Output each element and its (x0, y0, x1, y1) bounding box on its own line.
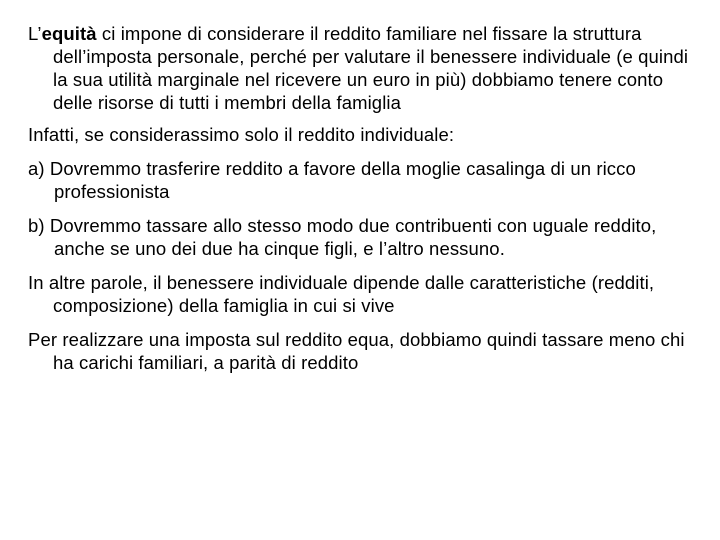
slide-body (28, 22, 698, 385)
paragraph-equity-bold-term: equità (41, 23, 97, 44)
list-item-a: a) Dovremmo trasferire reddito a favore della moglie casalinga di un ricco professionista (28, 158, 636, 202)
paragraph-conclusion: Per realizzare una imposta sul reddito equa, dobbiamo quindi tassare meno chi ha carichi familiari, a parità di reddito (28, 329, 685, 373)
paragraph-equity-prefix: L’ (28, 23, 42, 44)
paragraph-equity-text: ci impone di considerare il reddito familiare nel fissare la struttura dell’imposta personale, perché per valutare il benessere individuale (e quindi la sua utilità marginale nel ricevere un euro in più) dobbiamo tenere conto delle risorse di tutti i membri della famiglia (53, 23, 689, 113)
list-item-b: b) Dovremmo tassare allo stesso modo due contribuenti con uguale reddito, anche se uno dei due ha cinque figli, e l’altro nessuno. (28, 215, 657, 259)
paragraph-in-other-words: In altre parole, il benessere individuale dipende dalle caratteristiche (redditi, composizione) della famiglia in cui si vive (28, 272, 655, 316)
paragraph-equity (28, 22, 698, 114)
paragraph-individual-income: Infatti, se considerassimo solo il reddito individuale: (28, 124, 455, 145)
